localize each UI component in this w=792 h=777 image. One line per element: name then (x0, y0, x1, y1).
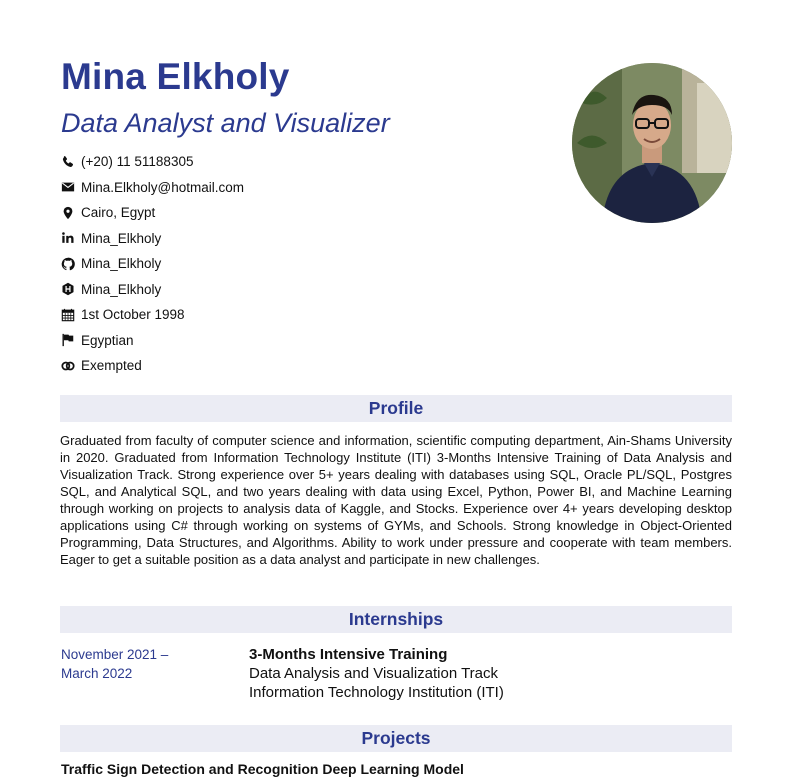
military-status-text: Exempted (81, 358, 142, 374)
contact-linkedin[interactable] (61, 226, 244, 252)
internship-details (249, 645, 504, 702)
internship-track: Data Analysis and Visualization Track (249, 665, 499, 682)
hackerrank-icon (61, 282, 75, 296)
internship-entry (61, 645, 733, 705)
contact-github[interactable] (61, 251, 244, 277)
calendar-icon (61, 308, 75, 322)
linkedin-text: Mina_Elkholy (81, 230, 162, 246)
contact-location (61, 200, 244, 226)
email-text: Mina.Elkholy@hotmail.com (81, 179, 245, 195)
contact-birthdate (61, 302, 244, 328)
contact-military-status (61, 353, 244, 379)
profile-section-header (60, 395, 732, 422)
location-text: Cairo, Egypt (81, 205, 156, 221)
contact-phone[interactable] (61, 149, 244, 175)
military-icon (61, 359, 75, 373)
linkedin-icon (61, 231, 75, 245)
nationality-text: Egyptian (81, 332, 134, 348)
projects-heading: Projects (361, 728, 431, 748)
contact-email[interactable] (61, 175, 244, 201)
job-title: Data Analyst and Visualizer (61, 108, 390, 138)
contact-hackerrank[interactable] (61, 277, 244, 303)
envelope-icon (61, 180, 75, 194)
internship-date-end: March 2022 (61, 666, 133, 681)
candidate-name: Mina Elkholy (61, 56, 290, 97)
github-text: Mina_Elkholy (81, 256, 162, 272)
internship-date-start: November 2021 – (61, 647, 169, 662)
github-icon (61, 257, 75, 271)
profile-summary: Graduated from faculty of computer science and information, scientific computing department, Ain-Shams University in 2020. Graduated from Information Technology Institute (ITI) 3-Months Intensive Training of Data Analysis and Visualization Track. Strong experience over 5+ years dealing with databases using SQL, Oracle PL/SQL, Postgres SQL, and Analytical SQL, and two years dealing with data using Excel, Python, Power BI, and Machine Learning through working on projects to analysis data of Kaggle, and Stocks. Experience over 4+ years developing desktop applications using C# through working on systems of GYMs, and Schools. Strong knowledge in Object-Oriented Programming, Data Structures, and Algorithms. Ability to work under pressure and cooperate with team members. Eager to get a suitable position as a data analyst and participate in new challenges. (60, 433, 732, 567)
profile-photo (572, 63, 732, 223)
birthdate-text: 1st October 1998 (81, 307, 185, 323)
project-title[interactable]: Traffic Sign Detection and Recognition Deep Learning Model (61, 761, 464, 777)
contact-list (61, 149, 244, 379)
contact-nationality (61, 328, 244, 354)
profile-heading: Profile (368, 398, 424, 418)
internship-institution: Information Technology Institution (ITI) (249, 684, 504, 701)
hackerrank-text: Mina_Elkholy (81, 281, 162, 297)
phone-text: (+20) 11 51188305 (81, 154, 194, 170)
internships-section-header (60, 606, 732, 633)
phone-icon (61, 155, 75, 169)
projects-section-header (60, 725, 732, 752)
flag-icon (61, 333, 75, 347)
internship-role: 3-Months Intensive Training (249, 646, 448, 663)
internships-heading: Internships (348, 609, 444, 629)
location-pin-icon (61, 206, 75, 220)
internship-dates (61, 645, 211, 683)
